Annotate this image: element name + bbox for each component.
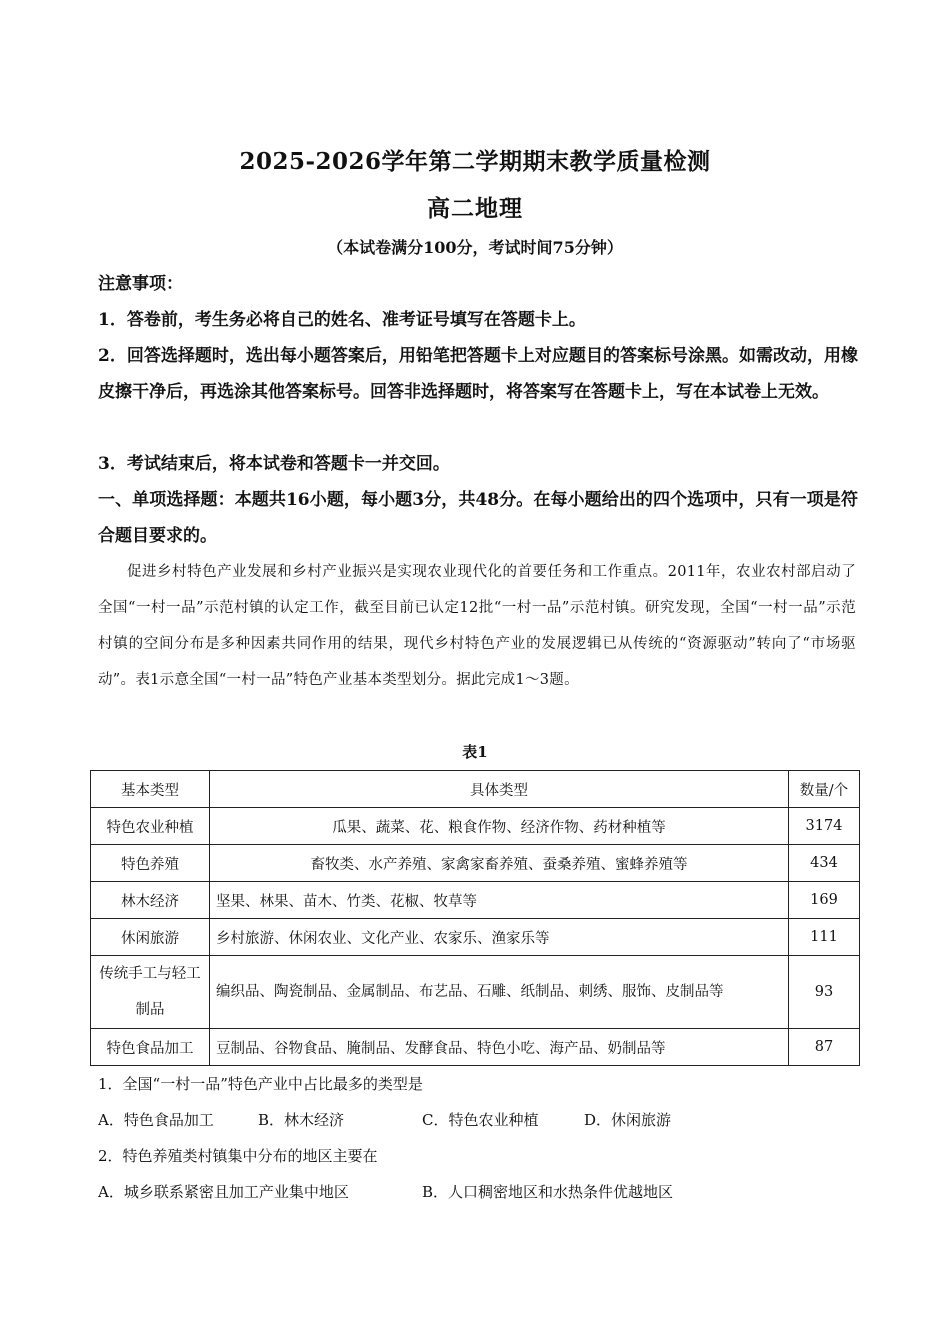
cell-detail: 畜牧类、水产养殖、家禽家畜养殖、蚕桑养殖、蜜蜂养殖等	[210, 845, 789, 882]
cell-count: 111	[789, 919, 860, 956]
header-count: 数量/个	[789, 771, 860, 808]
question-1-option-a: A．特色食品加工	[98, 1111, 214, 1129]
cell-type: 特色养殖	[91, 845, 210, 882]
cell-detail: 乡村旅游、休闲农业、文化产业、农家乐、渔家乐等	[210, 919, 789, 956]
exam-title: 2025-2026学年第二学期期末教学质量检测	[239, 148, 711, 175]
question-1-option-d: D．休闲旅游	[584, 1111, 672, 1129]
table-row	[91, 882, 860, 919]
exam-note: （本试卷满分100分，考试时间75分钟）	[327, 238, 623, 257]
table-row	[91, 956, 860, 1029]
cell-type: 林木经济	[91, 882, 210, 919]
cell-count: 434	[789, 845, 860, 882]
notice-item-3: 3．考试结束后，将本试卷和答题卡一并交回。	[98, 454, 450, 474]
question-1-stem: 1．全国“一村一品”特色产业中占比最多的类型是	[98, 1075, 423, 1093]
table-header-row	[91, 771, 860, 808]
question-2-option-b: B．人口稠密地区和水热条件优越地区	[422, 1183, 674, 1201]
question-1-option-c: C．特色农业种植	[422, 1111, 539, 1129]
notice-item-1: 1．答卷前，考生务必将自己的姓名、准考证号填写在答题卡上。	[98, 310, 586, 330]
cell-count: 93	[789, 956, 860, 1029]
cell-count: 87	[789, 1029, 860, 1066]
table-row	[91, 1029, 860, 1066]
cell-detail: 坚果、林果、苗木、竹类、花椒、牧草等	[210, 882, 789, 919]
section-heading: 一、单项选择题：本题共16小题，每小题3分，共48分。在每小题给出的四个选项中，只有一项是符合题目要求的。	[98, 490, 858, 546]
subject-title: 高二地理	[427, 195, 523, 222]
header-basic-type: 基本类型	[91, 771, 210, 808]
header-specific-type: 具体类型	[210, 771, 789, 808]
cell-count: 3174	[789, 808, 860, 845]
cell-detail: 豆制品、谷物食品、腌制品、发酵食品、特色小吃、海产品、奶制品等	[210, 1029, 789, 1066]
notice-heading: 注意事项：	[98, 274, 183, 294]
table-row	[91, 845, 860, 882]
question-1-option-b: B．林木经济	[258, 1111, 345, 1129]
question-2-option-a: A．城乡联系紧密且加工产业集中地区	[98, 1183, 349, 1201]
notice-item-2: 2．回答选择题时，选出每小题答案后，用铅笔把答题卡上对应题目的答案标号涂黑。如需改动，用橡皮擦干净后，再选涂其他答案标号。回答非选择题时，将答案写在答题卡上，写在本试卷上无效。	[98, 346, 858, 402]
cell-count: 169	[789, 882, 860, 919]
table-row	[91, 919, 860, 956]
cell-type: 休闲旅游	[91, 919, 210, 956]
cell-type: 传统手工与轻工制品	[91, 956, 210, 1029]
table-row	[91, 808, 860, 845]
industry-type-table	[90, 770, 860, 1066]
cell-detail: 瓜果、蔬菜、花、粮食作物、经济作物、药材种植等	[210, 808, 789, 845]
cell-type: 特色农业种植	[91, 808, 210, 845]
material-paragraph: 促进乡村特色产业发展和乡村产业振兴是实现农业现代化的首要任务和工作重点。2011年，农业农村部启动了全国“一村一品”示范村镇的认定工作，截至目前已认定12批“一村一品”示范村镇。研究发现，全国“一村一品”示范村镇的空间分布是多种因素共同作用的结果，现代乡村特色产业的发展逻辑已从传统的“资源驱动”转向了“市场驱动”。表1示意全国“一村一品”特色产业基本类型划分。据此完成1～3题。	[98, 564, 856, 688]
cell-type: 特色食品加工	[91, 1029, 210, 1066]
table-caption: 表1	[462, 743, 488, 761]
cell-detail: 编织品、陶瓷制品、金属制品、布艺品、石雕、纸制品、刺绣、服饰、皮制品等	[210, 956, 789, 1029]
question-2-stem: 2．特色养殖类村镇集中分布的地区主要在	[98, 1147, 378, 1165]
